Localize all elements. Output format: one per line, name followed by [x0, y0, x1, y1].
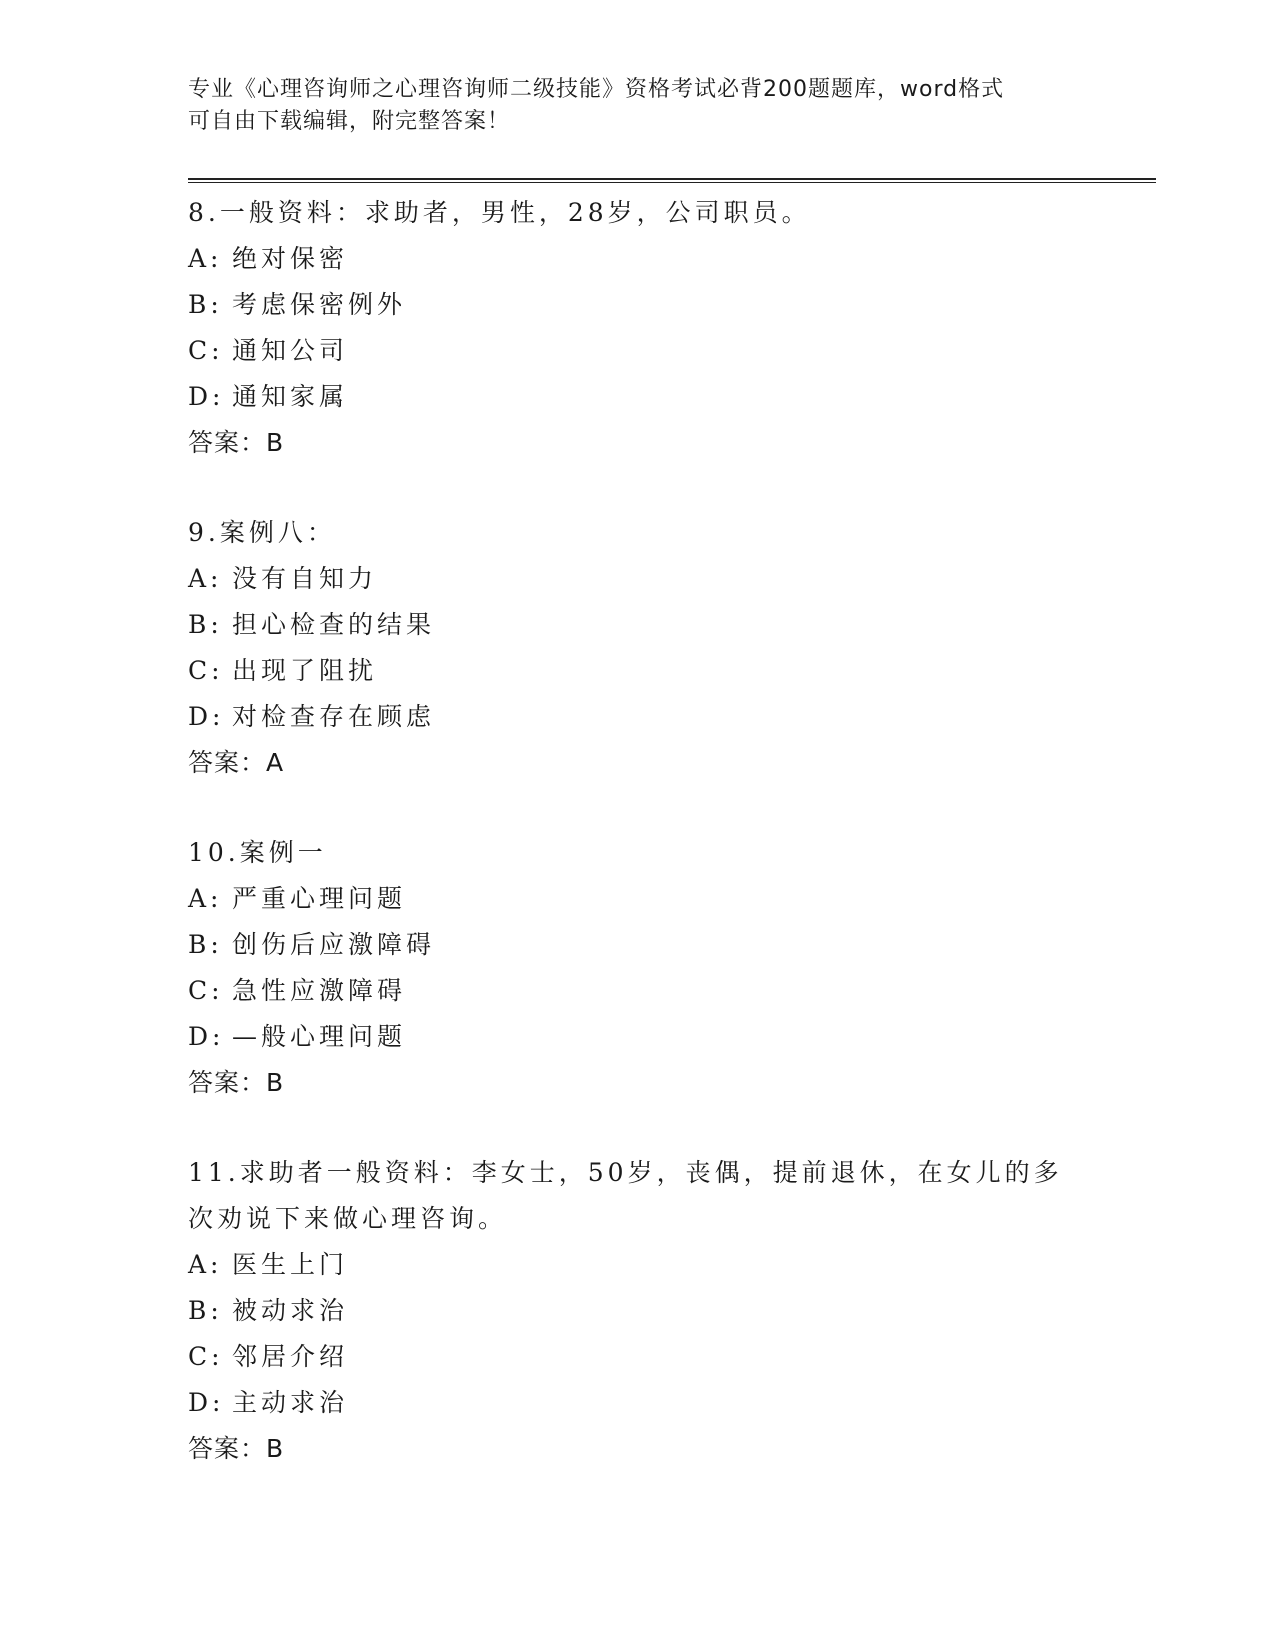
answer-line: 答案：B — [188, 1434, 285, 1463]
option-text: 通知公司 — [232, 336, 349, 365]
option-d — [188, 374, 1088, 420]
option-letter: C: — [188, 656, 224, 685]
option-letter: D: — [188, 1022, 225, 1051]
option-text: 出现了阻扰 — [232, 656, 378, 685]
question-list — [188, 190, 1088, 1516]
question-stem: 9.案例八： — [188, 518, 336, 547]
option-a — [188, 236, 1088, 282]
option-b — [188, 602, 1088, 648]
option-text: 严重心理问题 — [232, 884, 407, 913]
option-d — [188, 694, 1088, 740]
option-letter: C: — [188, 1342, 224, 1371]
option-d — [188, 1380, 1088, 1426]
option-text: 绝对保密 — [232, 244, 349, 273]
option-text: 创伤后应激障碍 — [232, 930, 436, 959]
option-letter: C: — [188, 976, 224, 1005]
option-text: 通知家属 — [232, 382, 349, 411]
option-letter: B: — [188, 1296, 223, 1325]
option-letter: A: — [188, 244, 223, 273]
option-letter: A: — [188, 1250, 223, 1279]
option-b — [188, 282, 1088, 328]
option-letter: A: — [188, 884, 223, 913]
option-text: 急性应激障碍 — [232, 976, 407, 1005]
question-stem: 11.求助者一般资料：李女士，50岁，丧偶，提前退休，在女儿的多次劝说下来做心理咨询。 — [188, 1158, 1063, 1233]
option-letter: B: — [188, 290, 223, 319]
option-text: 被动求治 — [232, 1296, 349, 1325]
option-text: 对检查存在顾虑 — [232, 702, 436, 731]
option-letter: A: — [188, 564, 223, 593]
option-letter: B: — [188, 610, 223, 639]
option-text: 邻居介绍 — [232, 1342, 349, 1371]
option-c — [188, 1334, 1088, 1380]
answer-line: 答案：A — [188, 748, 285, 777]
option-text: 没有自知力 — [232, 564, 378, 593]
header-line-1: 专业《心理咨询师之心理咨询师二级技能》资格考试必背200题题库，word格式 — [188, 77, 1005, 102]
option-a — [188, 556, 1088, 602]
option-text: —般心理问题 — [232, 1022, 407, 1051]
answer-line: 答案：B — [188, 428, 285, 457]
option-c — [188, 968, 1088, 1014]
option-text: 担心检查的结果 — [232, 610, 436, 639]
answer-line: 答案：B — [188, 1068, 285, 1097]
option-a — [188, 1242, 1088, 1288]
question-9 — [188, 510, 1088, 786]
option-letter: D: — [188, 702, 225, 731]
question-stem: 8.一般资料：求助者，男性，28岁，公司职员。 — [188, 198, 811, 227]
header-divider — [188, 178, 1156, 183]
option-d — [188, 1014, 1088, 1060]
header-line-2: 可自由下载编辑，附完整答案！ — [188, 109, 511, 134]
document-header — [188, 74, 1088, 138]
option-letter: D: — [188, 382, 225, 411]
option-text: 医生上门 — [232, 1250, 349, 1279]
option-letter: B: — [188, 930, 223, 959]
question-11 — [188, 1150, 1088, 1472]
option-c — [188, 648, 1088, 694]
option-text: 考虑保密例外 — [232, 290, 407, 319]
option-letter: D: — [188, 1388, 225, 1417]
option-a — [188, 876, 1088, 922]
option-b — [188, 1288, 1088, 1334]
option-text: 主动求治 — [232, 1388, 349, 1417]
option-c — [188, 328, 1088, 374]
question-10 — [188, 830, 1088, 1106]
option-b — [188, 922, 1088, 968]
question-stem: 10.案例一 — [188, 838, 327, 867]
option-letter: C: — [188, 336, 224, 365]
question-8 — [188, 190, 1088, 466]
